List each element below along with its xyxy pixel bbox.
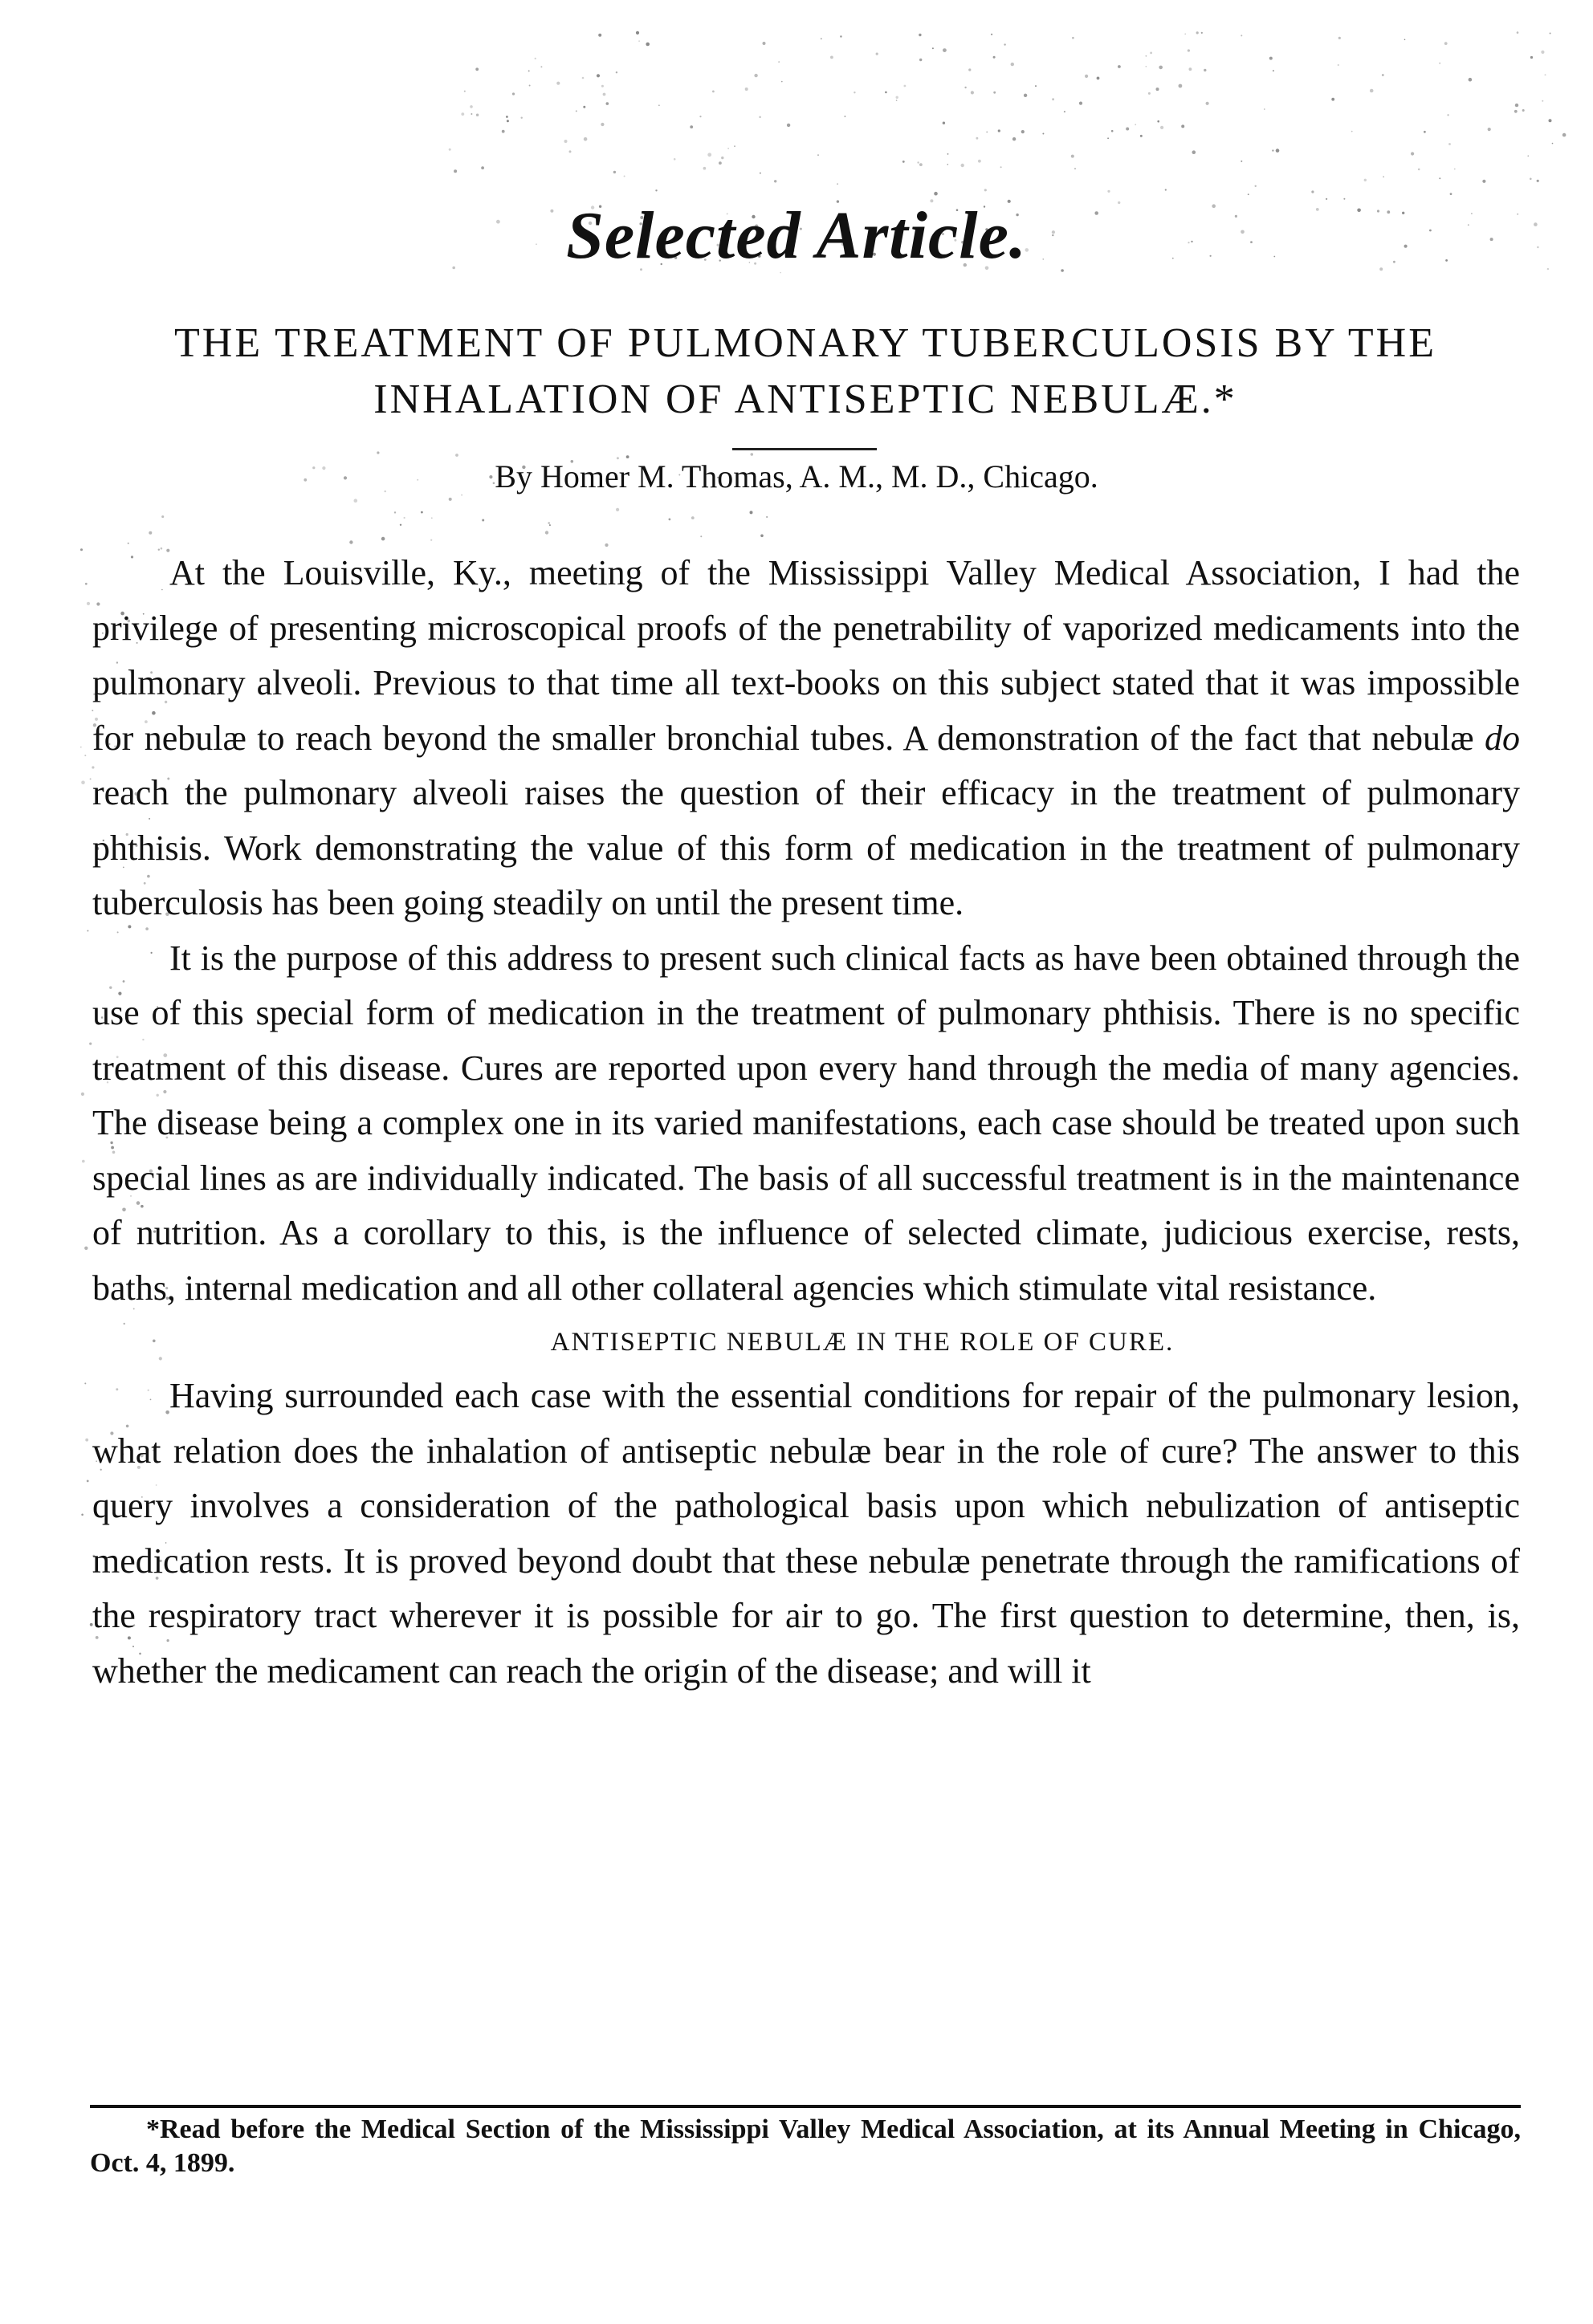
speckle-dot bbox=[1272, 149, 1273, 151]
speckle-dot bbox=[707, 153, 711, 157]
speckle-dot bbox=[993, 56, 996, 59]
speckle-dot bbox=[128, 543, 129, 544]
speckle-dot bbox=[998, 129, 1000, 132]
speckle-dot bbox=[1064, 111, 1065, 112]
speckle-dot bbox=[840, 35, 841, 37]
speckle-dot bbox=[669, 519, 671, 521]
speckle-dot bbox=[1411, 152, 1414, 155]
speckle-dot bbox=[1241, 35, 1242, 36]
speckle-dot bbox=[1351, 131, 1353, 132]
speckle-dot bbox=[690, 125, 693, 128]
speckle-dot bbox=[919, 59, 922, 61]
paragraph-2: It is the purpose of this address to present such clinical facts as have been obtained through the use of this special form of medication in the treatment of pulmonary phthisis. There is no specific treatment of this disease. Cures are reported upon every hand through the media of many agencies. The disease being a complex one in its varied manifestations, each case should be treated upon such special lines as are individually indicated. The basis of all successful treatment is in the maintenance of nutrition. As a corollary to this, is the influence of selected climate, judicious exercise, rests, baths, internal medication and all other collateral agencies which stimulate vital resistance. bbox=[92, 938, 1520, 1308]
speckle-dot bbox=[80, 548, 83, 551]
speckle-dot bbox=[597, 74, 600, 77]
speckle-dot bbox=[754, 74, 757, 77]
speckle-dot bbox=[837, 183, 838, 185]
speckle-dot bbox=[381, 537, 385, 541]
speckle-dot bbox=[902, 161, 905, 163]
speckle-dot bbox=[700, 535, 702, 537]
speckle-dot bbox=[476, 114, 479, 116]
speckle-dot bbox=[354, 499, 358, 503]
speckle-dot bbox=[535, 58, 536, 59]
speckle-dot bbox=[616, 508, 619, 511]
speckle-dot bbox=[896, 96, 898, 99]
speckle-dot bbox=[1004, 43, 1005, 45]
speckle-dot bbox=[90, 778, 92, 779]
speckle-dot bbox=[1514, 110, 1518, 113]
speckle-dot bbox=[1338, 37, 1341, 39]
speckle-dot bbox=[1527, 155, 1529, 157]
speckle-dot bbox=[1181, 124, 1184, 128]
speckle-dot bbox=[932, 47, 934, 49]
speckle-dot bbox=[646, 43, 650, 47]
speckle-dot bbox=[454, 169, 457, 173]
speckle-dot bbox=[727, 148, 729, 149]
speckle-dot bbox=[576, 110, 577, 112]
speckle-dot bbox=[759, 116, 761, 119]
speckle-dot bbox=[1097, 77, 1100, 80]
speckle-dot bbox=[978, 160, 981, 163]
speckle-dot bbox=[613, 171, 616, 173]
speckle-dot bbox=[1107, 190, 1110, 193]
speckle-dot bbox=[603, 93, 606, 96]
speckle-dot bbox=[721, 157, 723, 159]
speckle-dot bbox=[919, 163, 923, 166]
speckle-dot bbox=[774, 180, 776, 182]
speckle-dot bbox=[84, 1382, 86, 1384]
speckle-dot bbox=[712, 91, 715, 93]
speckle-dot bbox=[1107, 137, 1109, 139]
speckle-dot bbox=[506, 116, 508, 118]
speckle-dot bbox=[1404, 39, 1406, 41]
speckle-dot bbox=[919, 34, 921, 36]
speckle-dot bbox=[1517, 31, 1519, 34]
speckle-dot bbox=[1545, 74, 1546, 75]
speckle-dot bbox=[1447, 114, 1448, 116]
speckle-dot bbox=[1085, 75, 1088, 78]
speckle-dot bbox=[1146, 55, 1147, 57]
speckle-dot bbox=[1418, 169, 1420, 171]
speckle-dot bbox=[1126, 128, 1129, 131]
section-heading: Selected Article. bbox=[566, 198, 1027, 273]
speckle-dot bbox=[1189, 67, 1192, 71]
speckle-dot bbox=[404, 517, 405, 519]
speckle-dot bbox=[1135, 124, 1136, 125]
speckle-dot bbox=[1549, 119, 1552, 122]
speckle-dot bbox=[1157, 120, 1159, 123]
speckle-dot bbox=[1146, 66, 1147, 67]
speckle-dot bbox=[1383, 176, 1384, 177]
speckle-dot bbox=[1382, 74, 1384, 76]
speckle-dot bbox=[1370, 89, 1374, 93]
paragraph-1-text-end: reach the pulmonary alveoli raises the question of their efficacy in the treatment of pulmonary phthisis. Work demonstrating the value of this form of medication in the treatment of pulmonary tuberculosis has been going steadily on until the present time. bbox=[92, 773, 1520, 922]
speckle-dot bbox=[1522, 109, 1525, 112]
speckle-dot bbox=[470, 105, 473, 108]
speckle-dot bbox=[1530, 178, 1532, 181]
speckle-dot bbox=[636, 31, 639, 35]
speckle-dot bbox=[745, 88, 748, 91]
speckle-dot bbox=[556, 82, 560, 85]
paragraph-1-emphasis: do bbox=[1485, 718, 1520, 758]
speckle-dot bbox=[394, 511, 396, 513]
speckle-dot bbox=[464, 91, 466, 92]
speckle-dot bbox=[161, 515, 164, 518]
speckle-dot bbox=[1273, 70, 1274, 71]
speckle-dot bbox=[1042, 133, 1044, 135]
speckle-dot bbox=[1469, 78, 1473, 82]
speckle-dot bbox=[1024, 94, 1027, 97]
article-title-line-1: THE TREATMENT OF PULMONARY TUBERCULOSIS BY THE bbox=[174, 320, 1436, 366]
speckle-dot bbox=[87, 1480, 89, 1483]
speckle-dot bbox=[583, 106, 585, 108]
speckle-dot bbox=[512, 92, 515, 95]
speckle-dot bbox=[1035, 85, 1037, 87]
speckle-dot bbox=[1424, 131, 1426, 133]
footnote-rule bbox=[90, 2105, 1521, 2108]
speckle-dot bbox=[1111, 130, 1114, 132]
speckle-dot bbox=[87, 602, 90, 605]
speckle-dot bbox=[971, 91, 974, 94]
speckle-dot bbox=[1482, 180, 1485, 183]
speckle-dot bbox=[475, 67, 479, 71]
speckle-dot bbox=[1450, 193, 1452, 195]
speckle-dot bbox=[1206, 102, 1209, 105]
speckle-dot bbox=[904, 85, 907, 88]
speckle-dot bbox=[1248, 193, 1249, 195]
speckle-dot bbox=[502, 130, 505, 133]
speckle-dot bbox=[781, 81, 783, 83]
speckle-dot bbox=[751, 453, 754, 456]
speckle-dot bbox=[1012, 137, 1016, 140]
speckle-dot bbox=[1542, 100, 1543, 102]
footnote: *Read before the Medical Section of the Mississippi Valley Medical Association, at its Annual Meeting in Chicago, Oct. 4, 1899. bbox=[90, 2114, 1521, 2178]
speckle-dot bbox=[1021, 130, 1025, 133]
paragraph-3: Having surrounded each case with the essential conditions for repair of the pulmonary lesion, what relation does the inhalation of antiseptic nebulæ bear in the role of cure? The answer to this query involves a consideration of the pathological basis upon which nebulization of antiseptic medication rests. It is proved beyond doubt that these nebulæ penetrate through the ramifications of the respiratory tract wherever it is possible for air to go. The first question to determine, then, is, whether the medicament can reach the origin of the disease; and will it bbox=[92, 1376, 1520, 1691]
speckle-dot bbox=[461, 112, 464, 116]
speckle-dot bbox=[885, 92, 887, 94]
speckle-dot bbox=[1488, 128, 1491, 131]
speckle-dot bbox=[449, 149, 451, 151]
speckle-dot bbox=[1052, 98, 1054, 100]
speckle-dot bbox=[817, 154, 819, 156]
speckle-dot bbox=[80, 747, 82, 748]
speckle-dot bbox=[1201, 32, 1203, 34]
speckle-dot bbox=[947, 164, 949, 165]
speckle-dot bbox=[934, 192, 938, 196]
speckle-dot bbox=[1454, 169, 1456, 170]
speckle-dot bbox=[1140, 135, 1143, 137]
speckle-dot bbox=[1530, 56, 1533, 59]
speckle-dot bbox=[624, 176, 625, 177]
speckle-dot bbox=[1165, 189, 1167, 190]
speckle-dot bbox=[548, 522, 550, 524]
speckle-dot bbox=[821, 38, 822, 39]
speckle-dot bbox=[1515, 104, 1518, 107]
speckle-dot bbox=[601, 123, 604, 126]
speckle-dot bbox=[993, 92, 996, 94]
speckle-dot bbox=[961, 164, 964, 167]
speckle-dot bbox=[750, 511, 753, 514]
speckle-dot bbox=[1276, 149, 1280, 153]
title-divider bbox=[732, 448, 877, 450]
speckle-dot bbox=[584, 137, 588, 141]
speckle-dot bbox=[449, 498, 452, 501]
speckle-dot bbox=[964, 87, 966, 88]
speckle-dot bbox=[1444, 42, 1448, 45]
speckle-dot bbox=[968, 68, 971, 71]
speckle-dot bbox=[1204, 69, 1206, 71]
speckle-dot bbox=[540, 66, 542, 67]
speckle-dot bbox=[430, 539, 432, 541]
speckle-dot bbox=[481, 166, 484, 169]
speckle-dot bbox=[1311, 190, 1314, 193]
speckle-dot bbox=[1156, 88, 1159, 91]
speckle-dot bbox=[81, 781, 85, 785]
speckle-dot bbox=[1179, 84, 1183, 88]
speckle-dot bbox=[1079, 102, 1082, 105]
speckle-dot bbox=[1072, 37, 1074, 39]
speckle-dot bbox=[691, 516, 695, 519]
speckle-dot bbox=[1448, 143, 1451, 145]
speckle-dot bbox=[1071, 155, 1074, 158]
speckle-dot bbox=[507, 120, 509, 122]
speckle-dot bbox=[734, 145, 735, 147]
speckle-dot bbox=[1196, 31, 1199, 34]
speckle-dot bbox=[85, 583, 88, 585]
speckle-dot bbox=[455, 454, 458, 457]
speckle-dot bbox=[149, 531, 152, 535]
speckle-dot bbox=[1537, 180, 1539, 182]
paragraph-1 bbox=[92, 546, 1520, 931]
speckle-dot bbox=[763, 42, 766, 45]
speckle-dot bbox=[658, 104, 660, 106]
speckle-dot bbox=[655, 189, 657, 191]
author-byline: By Homer M. Thomas, A. M., M. D., Chicago. bbox=[495, 458, 1098, 495]
speckle-dot bbox=[582, 77, 585, 79]
speckle-dot bbox=[947, 153, 949, 155]
speckle-dot bbox=[89, 1043, 92, 1045]
speckle-dot bbox=[1338, 64, 1339, 66]
speckle-dot bbox=[1255, 185, 1257, 187]
speckle-dot bbox=[431, 517, 433, 519]
speckle-dot bbox=[569, 150, 572, 153]
speckle-dot bbox=[81, 1093, 84, 1096]
speckle-dot bbox=[674, 158, 676, 161]
speckle-dot bbox=[845, 116, 846, 117]
speckle-dot bbox=[529, 85, 531, 87]
speckle-dot bbox=[1541, 51, 1544, 54]
speckle-dot bbox=[943, 48, 947, 52]
speckle-dot bbox=[1264, 108, 1265, 110]
speckle-dot bbox=[549, 524, 551, 526]
speckle-dot bbox=[638, 40, 640, 42]
speckle-dot bbox=[760, 535, 764, 538]
speckle-dot bbox=[82, 1160, 85, 1163]
speckle-dot bbox=[81, 1514, 84, 1516]
speckle-dot bbox=[1192, 150, 1196, 154]
speckle-dot bbox=[830, 56, 833, 59]
speckle-dot bbox=[699, 116, 701, 117]
speckle-dot bbox=[85, 1439, 88, 1442]
speckle-dot bbox=[87, 930, 88, 932]
speckle-dot bbox=[1439, 177, 1440, 179]
speckle-dot bbox=[976, 137, 979, 140]
speckle-dot bbox=[482, 519, 484, 522]
speckle-dot bbox=[991, 34, 992, 35]
speckle-dot bbox=[606, 102, 609, 105]
speckle-dot bbox=[400, 524, 401, 526]
speckle-dot bbox=[943, 122, 945, 124]
speckle-dot bbox=[1011, 63, 1014, 66]
subsection-heading: ANTISEPTIC NEBULÆ IN THE ROLE OF CURE. bbox=[550, 1328, 1175, 1357]
speckle-dot bbox=[1148, 92, 1151, 95]
speckle-dot bbox=[1364, 179, 1367, 181]
speckle-dot bbox=[1150, 52, 1152, 55]
speckle-dot bbox=[1550, 33, 1551, 35]
speckle-dot bbox=[1000, 166, 1002, 168]
speckle-dot bbox=[377, 451, 379, 454]
speckle-dot bbox=[84, 1247, 88, 1250]
speckle-dot bbox=[1331, 98, 1334, 101]
speckle-dot bbox=[1159, 66, 1163, 70]
speckle-dot bbox=[703, 167, 707, 170]
speckle-dot bbox=[471, 113, 472, 115]
speckle-dot bbox=[778, 61, 780, 63]
speckle-dot bbox=[854, 92, 855, 93]
article-body bbox=[92, 546, 1520, 1699]
paragraph-1-text: At the Louisville, Ky., meeting of the Mississippi Valley Medical Association, I had the privilege of presenting microscopical proofs of the penetrability of vaporized medicaments into the pulmonary alveoli. Previous to that time all text-books on this subject stated that it was impossible for nebulæ to reach beyond the smaller bronchial tubes. A demonstration of the fact that nebulæ bbox=[92, 553, 1520, 758]
speckle-dot bbox=[421, 511, 423, 514]
speckle-dot bbox=[598, 34, 601, 37]
speckle-dot bbox=[1188, 49, 1190, 51]
speckle-dot bbox=[896, 100, 898, 101]
speckle-dot bbox=[1160, 126, 1163, 129]
speckle-dot bbox=[601, 85, 604, 88]
speckle-dot bbox=[760, 173, 761, 174]
speckle-dot bbox=[616, 71, 617, 73]
speckle-dot bbox=[528, 70, 530, 71]
speckle-dot bbox=[349, 540, 352, 543]
speckle-dot bbox=[84, 755, 86, 756]
speckle-dot bbox=[1074, 168, 1076, 169]
speckle-dot bbox=[1562, 133, 1567, 137]
speckle-dot bbox=[876, 53, 878, 55]
speckle-dot bbox=[766, 516, 768, 518]
speckle-dot bbox=[1269, 57, 1273, 60]
speckle-dot bbox=[564, 140, 568, 143]
speckle-dot bbox=[984, 189, 987, 191]
speckle-dot bbox=[787, 124, 790, 127]
speckle-dot bbox=[1439, 63, 1440, 64]
speckle-dot bbox=[1552, 143, 1554, 144]
speckle-dot bbox=[1118, 65, 1121, 68]
speckle-dot bbox=[1184, 34, 1186, 35]
speckle-dot bbox=[1241, 161, 1242, 162]
speckle-dot bbox=[986, 132, 988, 133]
speckle-dot bbox=[545, 531, 548, 534]
speckle-dot bbox=[917, 161, 919, 163]
article-title-line-2: INHALATION OF ANTISEPTIC NEBULÆ.* bbox=[373, 376, 1237, 422]
speckle-dot bbox=[719, 161, 722, 165]
speckle-dot bbox=[521, 117, 523, 119]
